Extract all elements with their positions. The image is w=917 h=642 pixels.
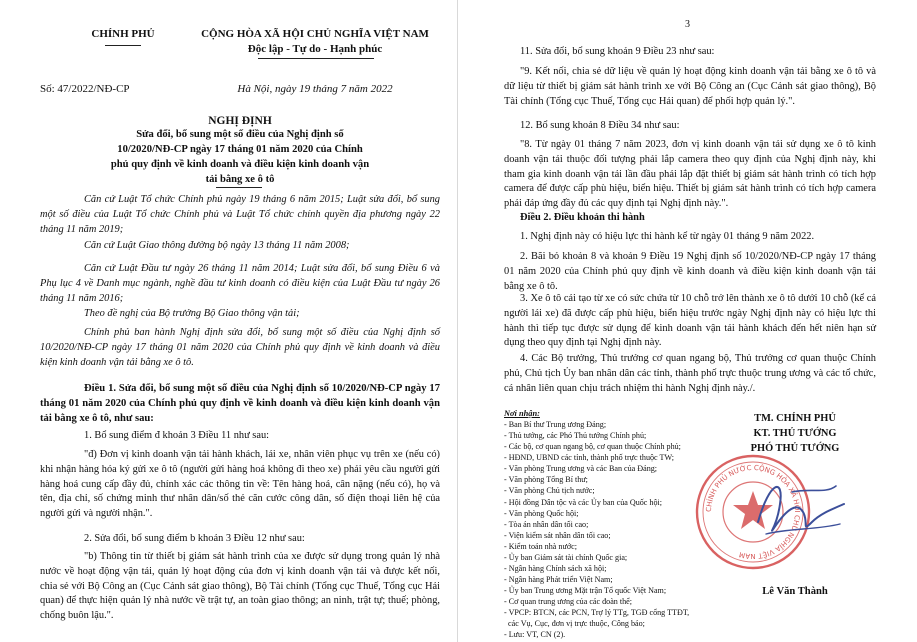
signature-stroke-3 — [766, 524, 840, 534]
sign-title-1: TM. CHÍNH PHỦ — [754, 413, 836, 424]
national-motto: Độc lập - Tự do - Hạnh phúc — [247, 43, 383, 55]
article-1-item-11: 11. Sửa đổi, bổ sung khoản 9 Điều 23 như sau: — [520, 46, 715, 57]
article-2-item-1: 1. Nghị định này có hiệu lực thi hành kể từ ngày 01 tháng 9 năm 2022. — [520, 231, 815, 242]
document-title: Sửa đổi, bổ sung một số điều của Nghị định số 10/2020/NĐ-CP ngày 17 tháng 01 năm 2020 của Chính phủ quy định về kinh doanh và điều kiện kinh doanh vận tải bằng xe ô tô — [110, 129, 370, 186]
right-page — [458, 0, 917, 642]
article-1-item-2: 2. Sửa đổi, bổ sung điểm b khoản 3 Điều 12 như sau: — [84, 533, 305, 544]
article-2-item-4: 4. Các Bộ trưởng, Thủ trưởng cơ quan ngang bộ, Thủ trưởng cơ quan thuộc Chính phủ, Chủ tịch Ủy ban nhân dân các tỉnh, thành phố trực thuộc trung ương và các tổ chức, cá nhân liên quan chịu trách nhiệm thi hành Nghị định này./. — [504, 353, 876, 394]
title-rule — [216, 187, 262, 188]
seal-text: CHÍNH PHỦ NƯỚC CỘNG HÒA XÃ HỘI CHỦ NGHĨA VIỆT NAM — [704, 463, 802, 561]
signer-name: Lê Văn Thành — [762, 586, 828, 597]
basis-5: Chính phủ ban hành Nghị định sửa đổi, bổ sung một số điều của Nghị định số 10/2020/NĐ-CP ngày 17 tháng 01 năm 2020 của Chính phủ quy định về kinh doanh và điều kiện kinh doanh vận tải bằng xe ô tô. — [40, 327, 440, 368]
recipient-item: - HĐND, UBND các tỉnh, thành phố trực thuộc TW; — [504, 453, 675, 463]
recipient-item: - Văn phòng Quốc hội; — [504, 508, 579, 518]
article-2-item-2: 2. Bãi bỏ khoản 8 và khoản 9 Điều 19 Nghị định số 10/2020/NĐ-CP ngày 17 tháng 01 năm 2020 của Chính phủ quy định về kinh doanh và điều kiện kinh doanh vận tải bằng xe ô tô. — [504, 251, 876, 292]
recipient-item: - Tòa án nhân dân tối cao; — [504, 519, 589, 529]
signature-stroke-2 — [792, 486, 836, 492]
recipient-item: - Ủy ban Trung ương Mặt trận Tổ quốc Việt Nam; — [504, 586, 667, 596]
recipient-item: - Thủ tướng, các Phó Thủ tướng Chính phủ; — [504, 431, 647, 441]
recipient-item: - Viện kiểm sát nhân dân tối cao; — [504, 530, 611, 540]
basis-3: Căn cứ Luật Đầu tư ngày 26 tháng 11 năm 2014; Luật sửa đổi, bổ sung Điều 6 và Phụ lục 4 về Danh mục ngành, nghề đầu tư kinh doanh có điều kiện của Luật Đầu tư ngày 26 tháng 11 năm 2016; — [40, 263, 440, 304]
recipient-item: - Các bộ, cơ quan ngang bộ, cơ quan thuộc Chính phủ; — [504, 442, 681, 452]
basis-2: Căn cứ Luật Giao thông đường bộ ngày 13 tháng 11 năm 2008; — [84, 240, 350, 251]
document-number: Số: 47/2022/NĐ-CP — [40, 83, 130, 95]
article-1-title: Điều 1. Sửa đổi, bổ sung một số điều của Nghị định số 10/2020/NĐ-CP ngày 17 tháng 01 năm 2020 của Chính phủ quy định về kinh doanh và điều kiện kinh doanh vận tải bằng xe ô tô, như sau: — [40, 383, 440, 425]
motto-rule — [258, 58, 374, 59]
sign-title-2: KT. THỦ TƯỚNG — [753, 428, 837, 439]
document-type: NGHỊ ĐỊNH — [208, 115, 272, 127]
article-1-item-1: 1. Bổ sung điểm đ khoản 3 Điều 11 như sau: — [84, 430, 270, 441]
national-title: CỘNG HÒA XÃ HỘI CHỦ NGHĨA VIỆT NAM — [201, 28, 429, 40]
issuer-rule — [105, 45, 141, 46]
article-2-item-3: 3. Xe ô tô cải tạo từ xe có sức chứa từ 10 chỗ trở lên thành xe ô tô dưới 10 chỗ (kể cả người lái xe) đã được cấp phù hiệu, biển hiệu trước ngày Nghị định này có hiệu lực thi hành thì tiếp tục được sử dụng để kinh doanh vận tải hành khách đến hết niên hạn sử dụng theo quy định tại Nghị định này. — [504, 293, 876, 349]
basis-1: Căn cứ Luật Tổ chức Chính phủ ngày 19 tháng 6 năm 2015; Luật sửa đổi, bổ sung một số điều của Luật Tổ chức Chính phủ và Luật Tổ chức chính quyền địa phương ngày 22 tháng 11 năm 2019; — [40, 194, 440, 235]
recipient-item: - Cơ quan trung ương của các đoàn thể; — [504, 597, 633, 607]
recipient-item: - Ngân hàng Chính sách xã hội; — [504, 564, 607, 574]
recipient-item: - Ủy ban Giám sát tài chính Quốc gia; — [504, 552, 628, 562]
article-1-item-1-quote: "đ) Đơn vị kinh doanh vận tải hành khách, lái xe, nhân viên phục vụ trên xe (nếu có) khi nhận hàng hóa ký gửi xe ô tô (người gửi hàng hoá không đi theo xe) phải yêu cầu người gửi hàng hoá cung cấp đầy đủ, chính xác các thông tin về: Tên hàng hoá, cân nặng (nếu có), họ và tên, địa chỉ, số chứng minh thư nhân dân/số thẻ căn cước công dân, số điện thoại liên hệ của người gửi và người nhận.". — [40, 449, 440, 520]
article-1-item-11-quote: "9. Kết nối, chia sẻ dữ liệu về quản lý hoạt động kinh doanh vận tải bằng xe ô tô và dữ liệu từ thiết bị giám sát hành trình xe với Bộ Công an (Cục Cảnh sát giao thông), Bộ Tài chính (Tổng cục Thuế, Tổng cục Hải quan) để phối hợp quản lý.". — [504, 66, 876, 107]
recipient-item: - Ngân hàng Phát triển Việt Nam; — [504, 575, 613, 585]
place-date: Hà Nội, ngày 19 tháng 7 năm 2022 — [237, 83, 393, 95]
recipient-item: - Văn phòng Trung ương và các Ban của Đảng; — [504, 464, 658, 474]
recipient-item: - Văn phòng Tổng Bí thư; — [504, 475, 588, 485]
recipient-item: - Ban Bí thư Trung ương Đảng; — [504, 420, 607, 429]
recipients-label: Nơi nhận: — [504, 409, 540, 418]
handwritten-signature-icon — [740, 470, 860, 550]
article-1-item-12-quote: "8. Từ ngày 01 tháng 7 năm 2023, đơn vị kinh doanh vận tải sử dụng xe ô tô kinh doanh vận tải thuộc đối tượng phải lắp camera theo quy định của Nghị định này, khi tham gia kinh doanh vận tải lần đầu phải lắp đặt thiết bị giám sát hành trình có tích hợp camera để được cấp phù hiệu, biển hiệu. Thiết bị giám sát hành trình có tích hợp camera phải đáp ứng đầy đủ các quy định tại Nghị định này.". — [504, 139, 876, 210]
recipient-item: - Hội đồng Dân tộc và các Ủy ban của Quốc hội; — [504, 497, 663, 507]
article-1-item-2-quote: "b) Thông tin từ thiết bị giám sát hành trình của xe được sử dụng trong quản lý nhà nước về hoạt động vận tải, quản lý hoạt động của đơn vị kinh doanh vận tải và được kết nối, chia sẻ với Bộ Công an (Cục Cảnh sát giao thông), Bộ Tài chính (Tổng cục Thuế, Tổng cục Hải quan) để thực hiện quản lý nhà nước về trật tự, an toàn giao thông; an ninh, trật tự; thuế; phòng, chống buôn lậu.". — [40, 551, 440, 622]
recipient-item: - Văn phòng Chủ tịch nước; — [504, 486, 595, 496]
signature-stroke-1 — [758, 487, 844, 531]
recipient-item: - Kiểm toán nhà nước; — [504, 541, 577, 551]
recipient-item: - VPCP: BTCN, các PCN, Trợ lý TTg, TGĐ cổng TTĐT, — [504, 608, 690, 618]
article-1-item-12: 12. Bổ sung khoản 8 Điều 34 như sau: — [520, 120, 680, 131]
left-page — [0, 0, 458, 642]
recipient-item: - Lưu: VT, CN (2). — [504, 630, 566, 640]
recipient-item: các Vụ, Cục, đơn vị trực thuộc, Công báo; — [504, 619, 645, 629]
issuer: CHÍNH PHỦ — [91, 28, 155, 40]
basis-4: Theo đề nghị của Bộ trưởng Bộ Giao thông vận tải; — [84, 308, 300, 319]
sign-title-3: PHÓ THỦ TƯỚNG — [750, 443, 840, 454]
page-number: 3 — [685, 19, 690, 30]
article-2-title: Điều 2. Điều khoản thi hành — [520, 212, 645, 223]
